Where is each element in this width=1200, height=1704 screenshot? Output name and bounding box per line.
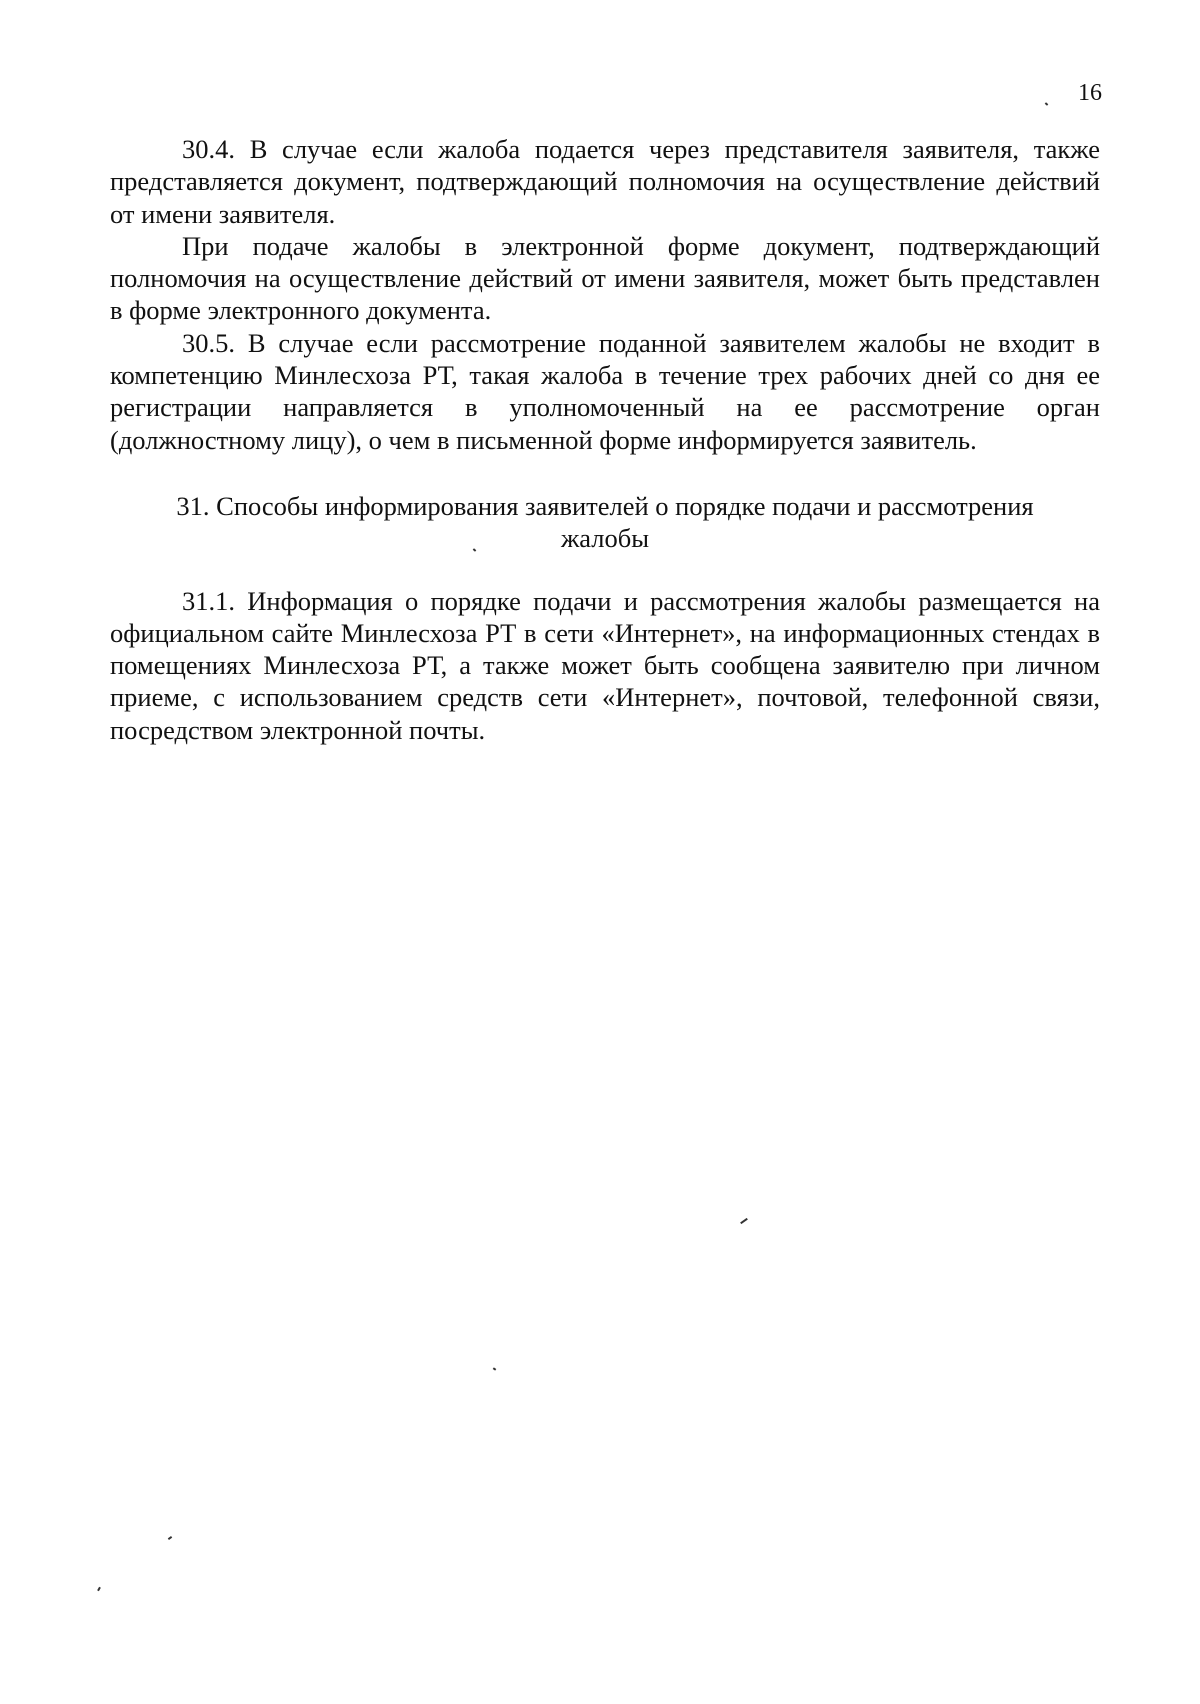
paragraph-electronic-form: При подаче жалобы в электронной форме документ, подтверждающий полномочия на осуществление действий от имени заявителя, может быть представлен в форме электронного документа.: [110, 230, 1100, 326]
section-heading-31: [110, 490, 1100, 555]
document-body: [110, 133, 1100, 746]
scan-speck: [1045, 102, 1049, 105]
section-heading-line-2: жалобы: [560, 523, 650, 554]
paragraph-31-1: 31.1. Информация о порядке подачи и рассмотрения жалобы размещается на официальном сайте Минлесхоза РТ в сети «Интернет», на информационных стендах в помещениях Минлесхоза РТ, а также может быть сообщена заявителю при личном приеме, с использованием средств сети «Интернет», почтовой, телефонной связи, посредством электронной почты.: [110, 585, 1100, 745]
paragraph-30-5: 30.5. В случае если рассмотрение поданной заявителем жалобы не входит в компетенцию Минлесхоза РТ, такая жалоба в течение трех рабочих дней со дня ее регистрации направляется в уполномоченный на ее рассмотрение орган (должностному лицу), о чем в письменной форме информируется заявитель.: [110, 327, 1100, 455]
scan-speck: [168, 1536, 172, 1540]
scan-speck: [493, 1367, 497, 1370]
scan-speck: [97, 1587, 101, 1591]
scan-speck: [740, 1218, 748, 1224]
page-number: 16: [1078, 80, 1102, 106]
section-heading-line-1: 31. Способы информирования заявителей о порядке подачи и рассмотрения: [176, 490, 1034, 521]
paragraph-30-4: 30.4. В случае если жалоба подается через представителя заявителя, также представляется документ, подтверждающий полномочия на осуществление действий от имени заявителя.: [110, 134, 1100, 229]
